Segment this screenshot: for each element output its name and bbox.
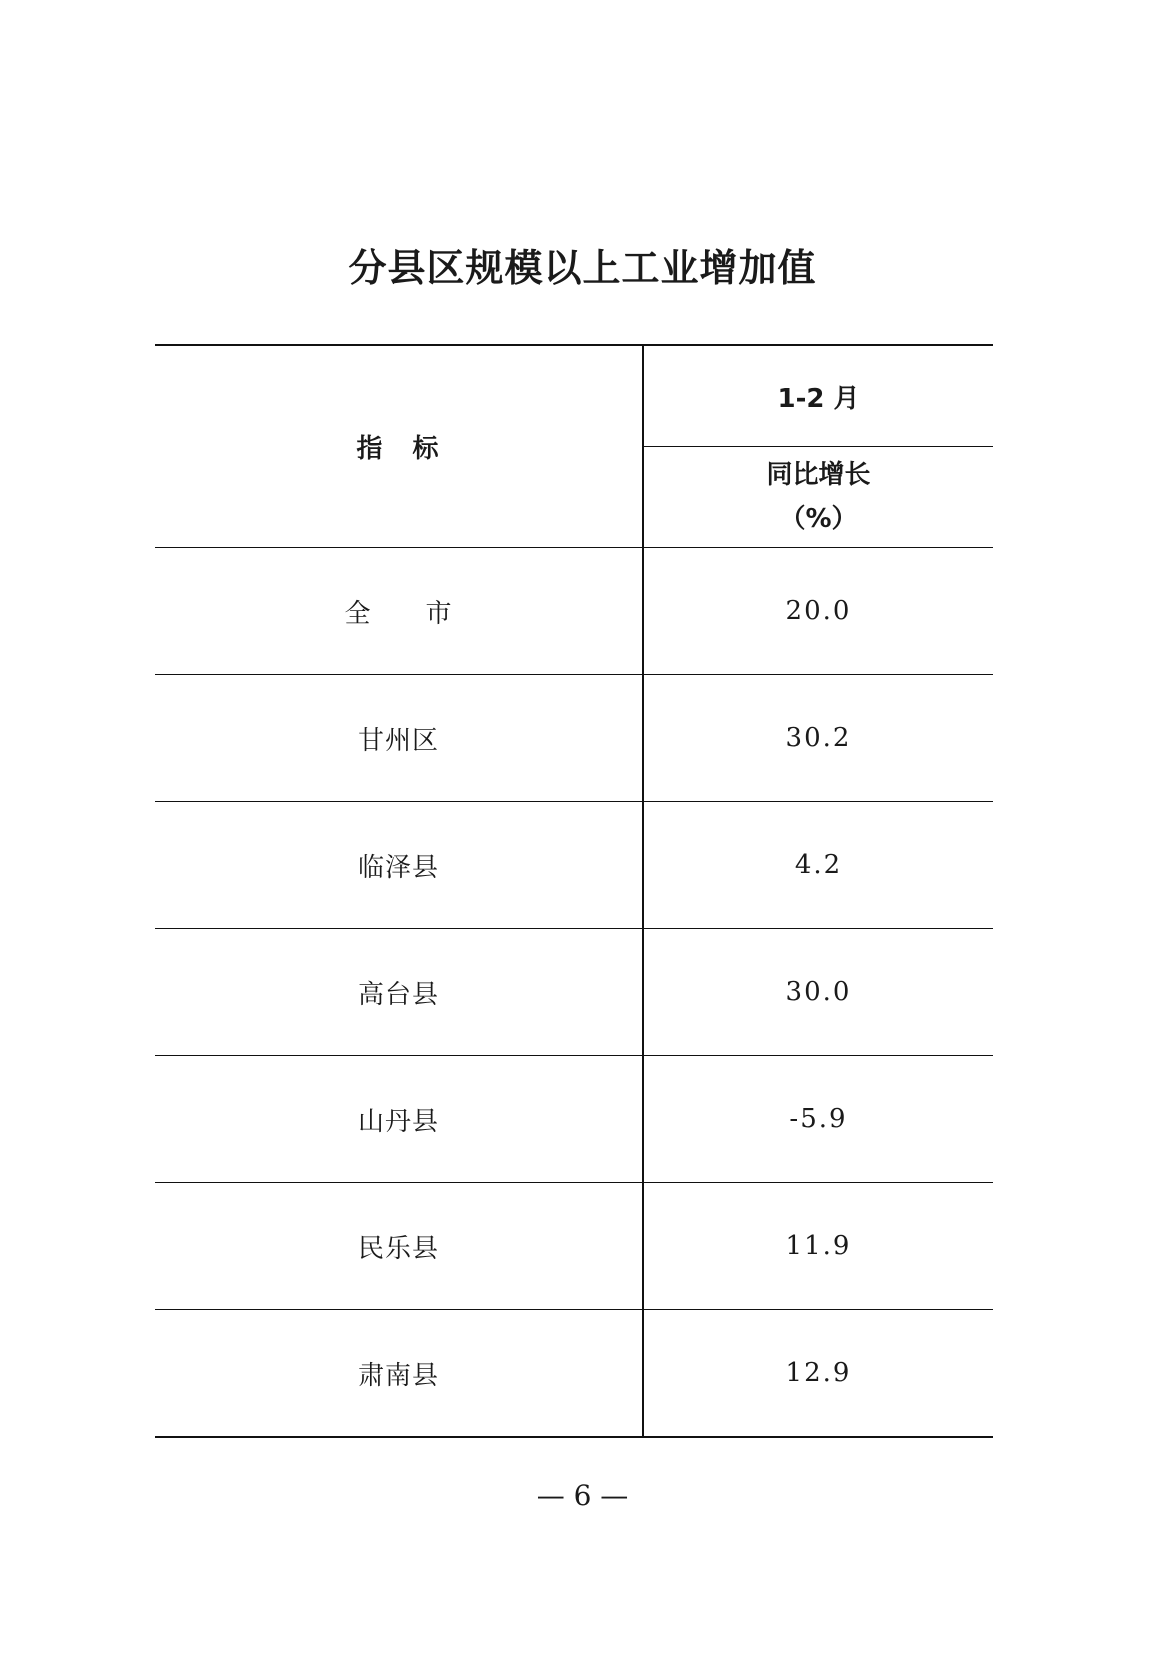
county-industry-table xyxy=(155,344,993,1438)
growth-value: 4.2 xyxy=(643,802,993,929)
growth-value: 30.0 xyxy=(643,929,993,1056)
region-name: 民乐县 xyxy=(155,1183,643,1310)
growth-value: 20.0 xyxy=(643,548,993,675)
growth-header-label: 同比增长 xyxy=(766,460,871,490)
table-row xyxy=(155,929,993,1056)
table-row xyxy=(155,1310,993,1438)
region-name: 临泽县 xyxy=(155,802,643,929)
growth-value: -5.9 xyxy=(643,1056,993,1183)
region-name: 甘州区 xyxy=(155,675,643,802)
page-number: — 6 — xyxy=(536,1479,629,1512)
growth-header-unit: （%） xyxy=(779,504,858,534)
growth-value: 12.9 xyxy=(643,1310,993,1438)
indicator-header: 指 标 xyxy=(155,345,643,548)
table-row xyxy=(155,675,993,802)
growth-header xyxy=(643,447,993,548)
document-title: 分县区规模以上工业增加值 xyxy=(348,246,817,290)
table-row xyxy=(155,548,993,675)
table-row xyxy=(155,1056,993,1183)
table-header-row xyxy=(155,345,993,447)
growth-value: 30.2 xyxy=(643,675,993,802)
region-name: 山丹县 xyxy=(155,1056,643,1183)
region-name: 全 市 xyxy=(155,548,643,675)
region-name: 高台县 xyxy=(155,929,643,1056)
table-row xyxy=(155,802,993,929)
growth-value: 11.9 xyxy=(643,1183,993,1310)
region-name: 肃南县 xyxy=(155,1310,643,1438)
period-header: 1-2 月 xyxy=(643,345,993,447)
table-row xyxy=(155,1183,993,1310)
